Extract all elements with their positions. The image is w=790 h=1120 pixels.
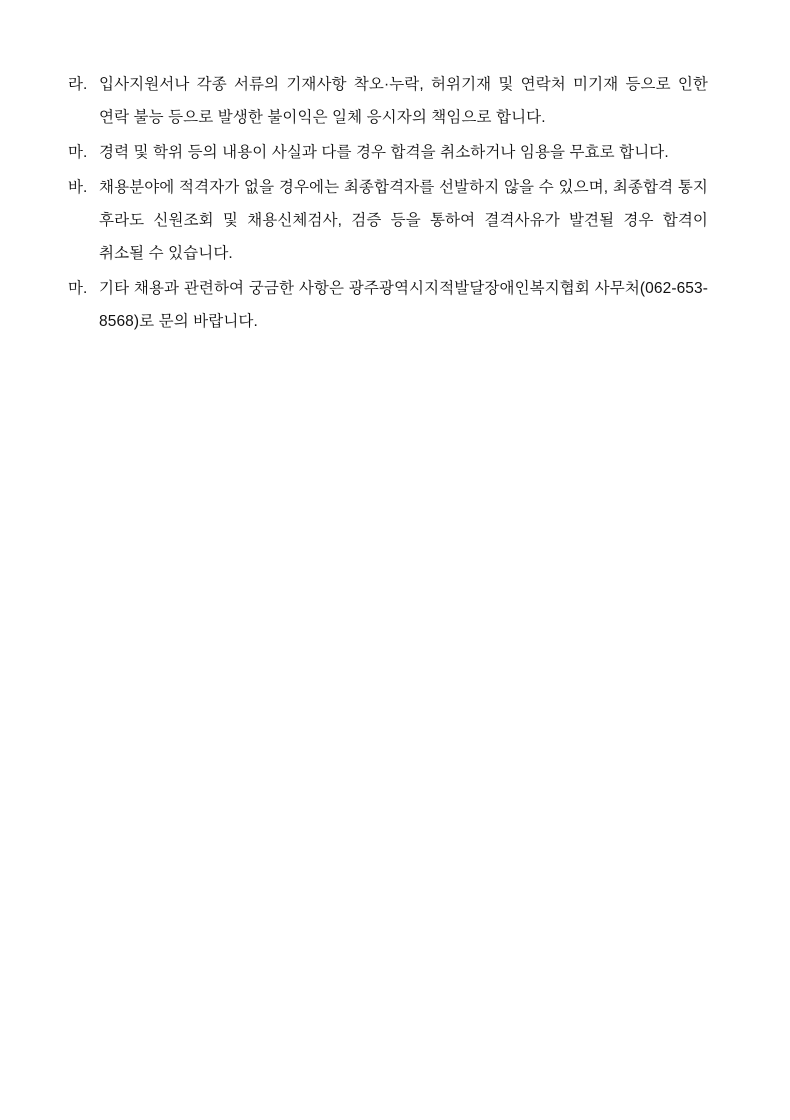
list-item-marker: 마. [68, 144, 88, 161]
list-item-marker: 마. [68, 280, 88, 297]
list-item [68, 171, 708, 270]
list-item-marker: 바. [68, 179, 88, 196]
list-item-marker: 라. [68, 76, 88, 93]
list-item-text: 경력 및 학위 등의 내용이 사실과 다를 경우 합격을 취소하거나 임용을 무효로 합니다. [99, 144, 669, 161]
list-item-text: 기타 채용과 관련하여 궁금한 사항은 광주광역시지적발달장애인복지협회 사무처(062-653-8568)로 문의 바랍니다. [99, 280, 708, 330]
list-item [68, 272, 708, 338]
list-item [68, 136, 708, 169]
list-item-text: 채용분야에 적격자가 없을 경우에는 최종합격자를 선발하지 않을 수 있으며, 최종합격 통지 후라도 신원조회 및 채용신체검사, 검증 등을 통하여 결격사유가 발견될 경우 합격이 취소될 수 있습니다. [99, 179, 708, 262]
notice-list [68, 68, 708, 340]
list-item [68, 68, 708, 134]
list-item-text: 입사지원서나 각종 서류의 기재사항 착오·누락, 허위기재 및 연락처 미기재 등으로 인한 연락 불능 등으로 발생한 불이익은 일체 응시자의 책임으로 합니다. [99, 76, 708, 126]
